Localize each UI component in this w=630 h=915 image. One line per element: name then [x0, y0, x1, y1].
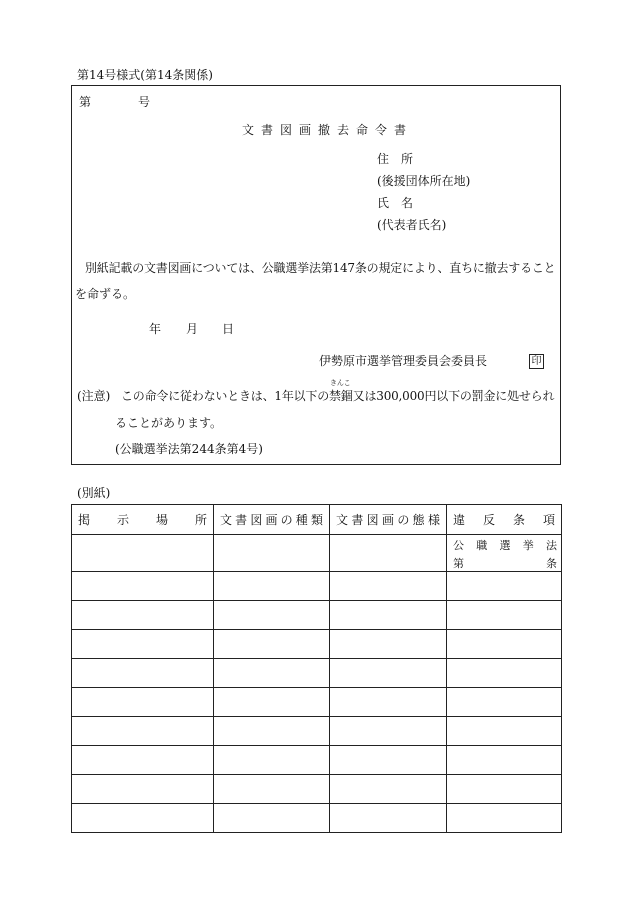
table-cell[interactable]	[214, 535, 330, 572]
rep-name-label: (代表者氏名)	[377, 218, 447, 232]
header-doc-form-text	[330, 511, 446, 528]
note-line-3: (公職選挙法第244条第4号)	[115, 442, 263, 456]
table-cell[interactable]	[447, 746, 562, 775]
header-char: 種	[295, 513, 308, 527]
note-line-1	[121, 379, 555, 403]
note-label: (注意)	[77, 389, 111, 403]
header-char: 文	[336, 513, 349, 527]
table-header-row	[72, 505, 562, 535]
note-ruby: きんこ	[330, 379, 351, 387]
header-char: 図	[250, 513, 263, 527]
table-cell[interactable]	[447, 630, 562, 659]
table-cell[interactable]	[214, 572, 330, 601]
table-cell[interactable]	[214, 688, 330, 717]
table-cell[interactable]	[447, 659, 562, 688]
table-row	[72, 804, 562, 833]
table-cell[interactable]	[330, 717, 447, 746]
header-char: 項	[542, 513, 555, 527]
group-address-label: (後援団体所在地)	[377, 174, 471, 188]
doc-title: 文書図画撤去命令書	[242, 123, 414, 137]
header-char: 類	[310, 513, 323, 527]
attachment-table	[71, 504, 562, 833]
seal-stamp: 印	[529, 354, 544, 369]
table-cell[interactable]	[330, 572, 447, 601]
date-day: 日	[222, 322, 235, 336]
header-location	[72, 505, 214, 535]
law-name	[453, 537, 557, 553]
table-cell[interactable]	[330, 535, 447, 572]
note-line-2: ることがあります。	[115, 416, 223, 430]
table-cell[interactable]	[330, 688, 447, 717]
header-char: 選	[499, 539, 511, 552]
table-cell[interactable]	[447, 804, 562, 833]
header-char: 書	[351, 513, 364, 527]
header-violation-text	[447, 511, 561, 528]
table-cell[interactable]	[330, 630, 447, 659]
header-char: 条	[512, 513, 525, 527]
table-cell[interactable]	[214, 717, 330, 746]
table-cell[interactable]	[214, 630, 330, 659]
note-line-1-a: この命令に従わないときは、1年以下の	[121, 389, 330, 403]
doc-number-prefix: 第	[79, 95, 92, 109]
table-cell[interactable]	[447, 717, 562, 746]
address-label: 住 所	[377, 152, 414, 166]
law-article: 第 条	[453, 557, 557, 570]
header-char: の	[397, 513, 410, 527]
table-cell[interactable]	[72, 659, 214, 688]
date-month: 月	[186, 322, 199, 336]
table-cell[interactable]	[330, 746, 447, 775]
header-doc-type	[214, 505, 330, 535]
violation-cell[interactable]	[447, 535, 562, 572]
header-char: 書	[235, 513, 248, 527]
header-char: 画	[381, 513, 394, 527]
table-cell[interactable]	[72, 601, 214, 630]
table-cell[interactable]	[214, 659, 330, 688]
table-cell[interactable]	[72, 535, 214, 572]
header-char: 反	[482, 513, 495, 527]
note-kinko: きんこ 禁錮	[329, 379, 353, 403]
date-year: 年	[149, 322, 162, 336]
name-label: 氏 名	[377, 196, 414, 210]
attachment-label: (別紙)	[77, 486, 111, 500]
table-cell[interactable]	[447, 601, 562, 630]
table-row	[72, 717, 562, 746]
table-cell[interactable]	[72, 775, 214, 804]
doc-number-suffix: 号	[138, 95, 151, 109]
table-row	[72, 630, 562, 659]
header-char: 様	[427, 513, 440, 527]
table-cell[interactable]	[72, 688, 214, 717]
table-cell[interactable]	[72, 746, 214, 775]
header-char: 場	[155, 513, 168, 527]
table-cell[interactable]	[214, 775, 330, 804]
body-line-2: を命ずる。	[75, 287, 136, 301]
table-cell[interactable]	[72, 717, 214, 746]
header-location-text	[72, 511, 213, 528]
body-line-1: 別紙記載の文書図画については、公職選挙法第147条の規定により、直ちに撤去すること	[85, 261, 556, 275]
table-row	[72, 601, 562, 630]
order-document-frame	[71, 85, 561, 465]
header-char: の	[280, 513, 293, 527]
table-row	[72, 775, 562, 804]
table-row	[72, 572, 562, 601]
header-char: 違	[453, 513, 466, 527]
table-cell[interactable]	[330, 775, 447, 804]
header-doc-type-text	[214, 511, 329, 528]
table-cell[interactable]	[214, 746, 330, 775]
table-cell[interactable]	[214, 601, 330, 630]
table-cell[interactable]	[72, 804, 214, 833]
header-char: 掲	[78, 513, 91, 527]
form-title: 第14号様式(第14条関係)	[77, 68, 213, 82]
header-char: 公	[453, 539, 464, 552]
header-char: 職	[476, 539, 488, 552]
table-row	[72, 535, 562, 572]
table-cell[interactable]	[330, 804, 447, 833]
header-violation	[447, 505, 562, 535]
table-cell[interactable]	[447, 572, 562, 601]
header-doc-form	[330, 505, 447, 535]
seal-mark	[529, 354, 544, 369]
table-row	[72, 746, 562, 775]
note-line-1-c: 又は300,000円以下の罰金に処せられ	[352, 389, 555, 403]
table-cell[interactable]	[447, 688, 562, 717]
table-cell[interactable]	[72, 630, 214, 659]
header-char: 図	[366, 513, 379, 527]
header-char: 文	[220, 513, 233, 527]
header-char: 態	[412, 513, 425, 527]
table-cell[interactable]	[72, 572, 214, 601]
header-char: 所	[194, 513, 207, 527]
header-char: 示	[116, 513, 129, 527]
table-cell[interactable]	[330, 659, 447, 688]
table-cell[interactable]	[447, 775, 562, 804]
table-row	[72, 688, 562, 717]
table-cell[interactable]	[330, 601, 447, 630]
header-char: 挙	[522, 539, 534, 552]
header-char: 画	[265, 513, 278, 527]
table-cell[interactable]	[214, 804, 330, 833]
table-row	[72, 659, 562, 688]
issuer-name: 伊勢原市選挙管理委員会委員長	[319, 354, 488, 368]
header-char: 法	[546, 539, 557, 552]
